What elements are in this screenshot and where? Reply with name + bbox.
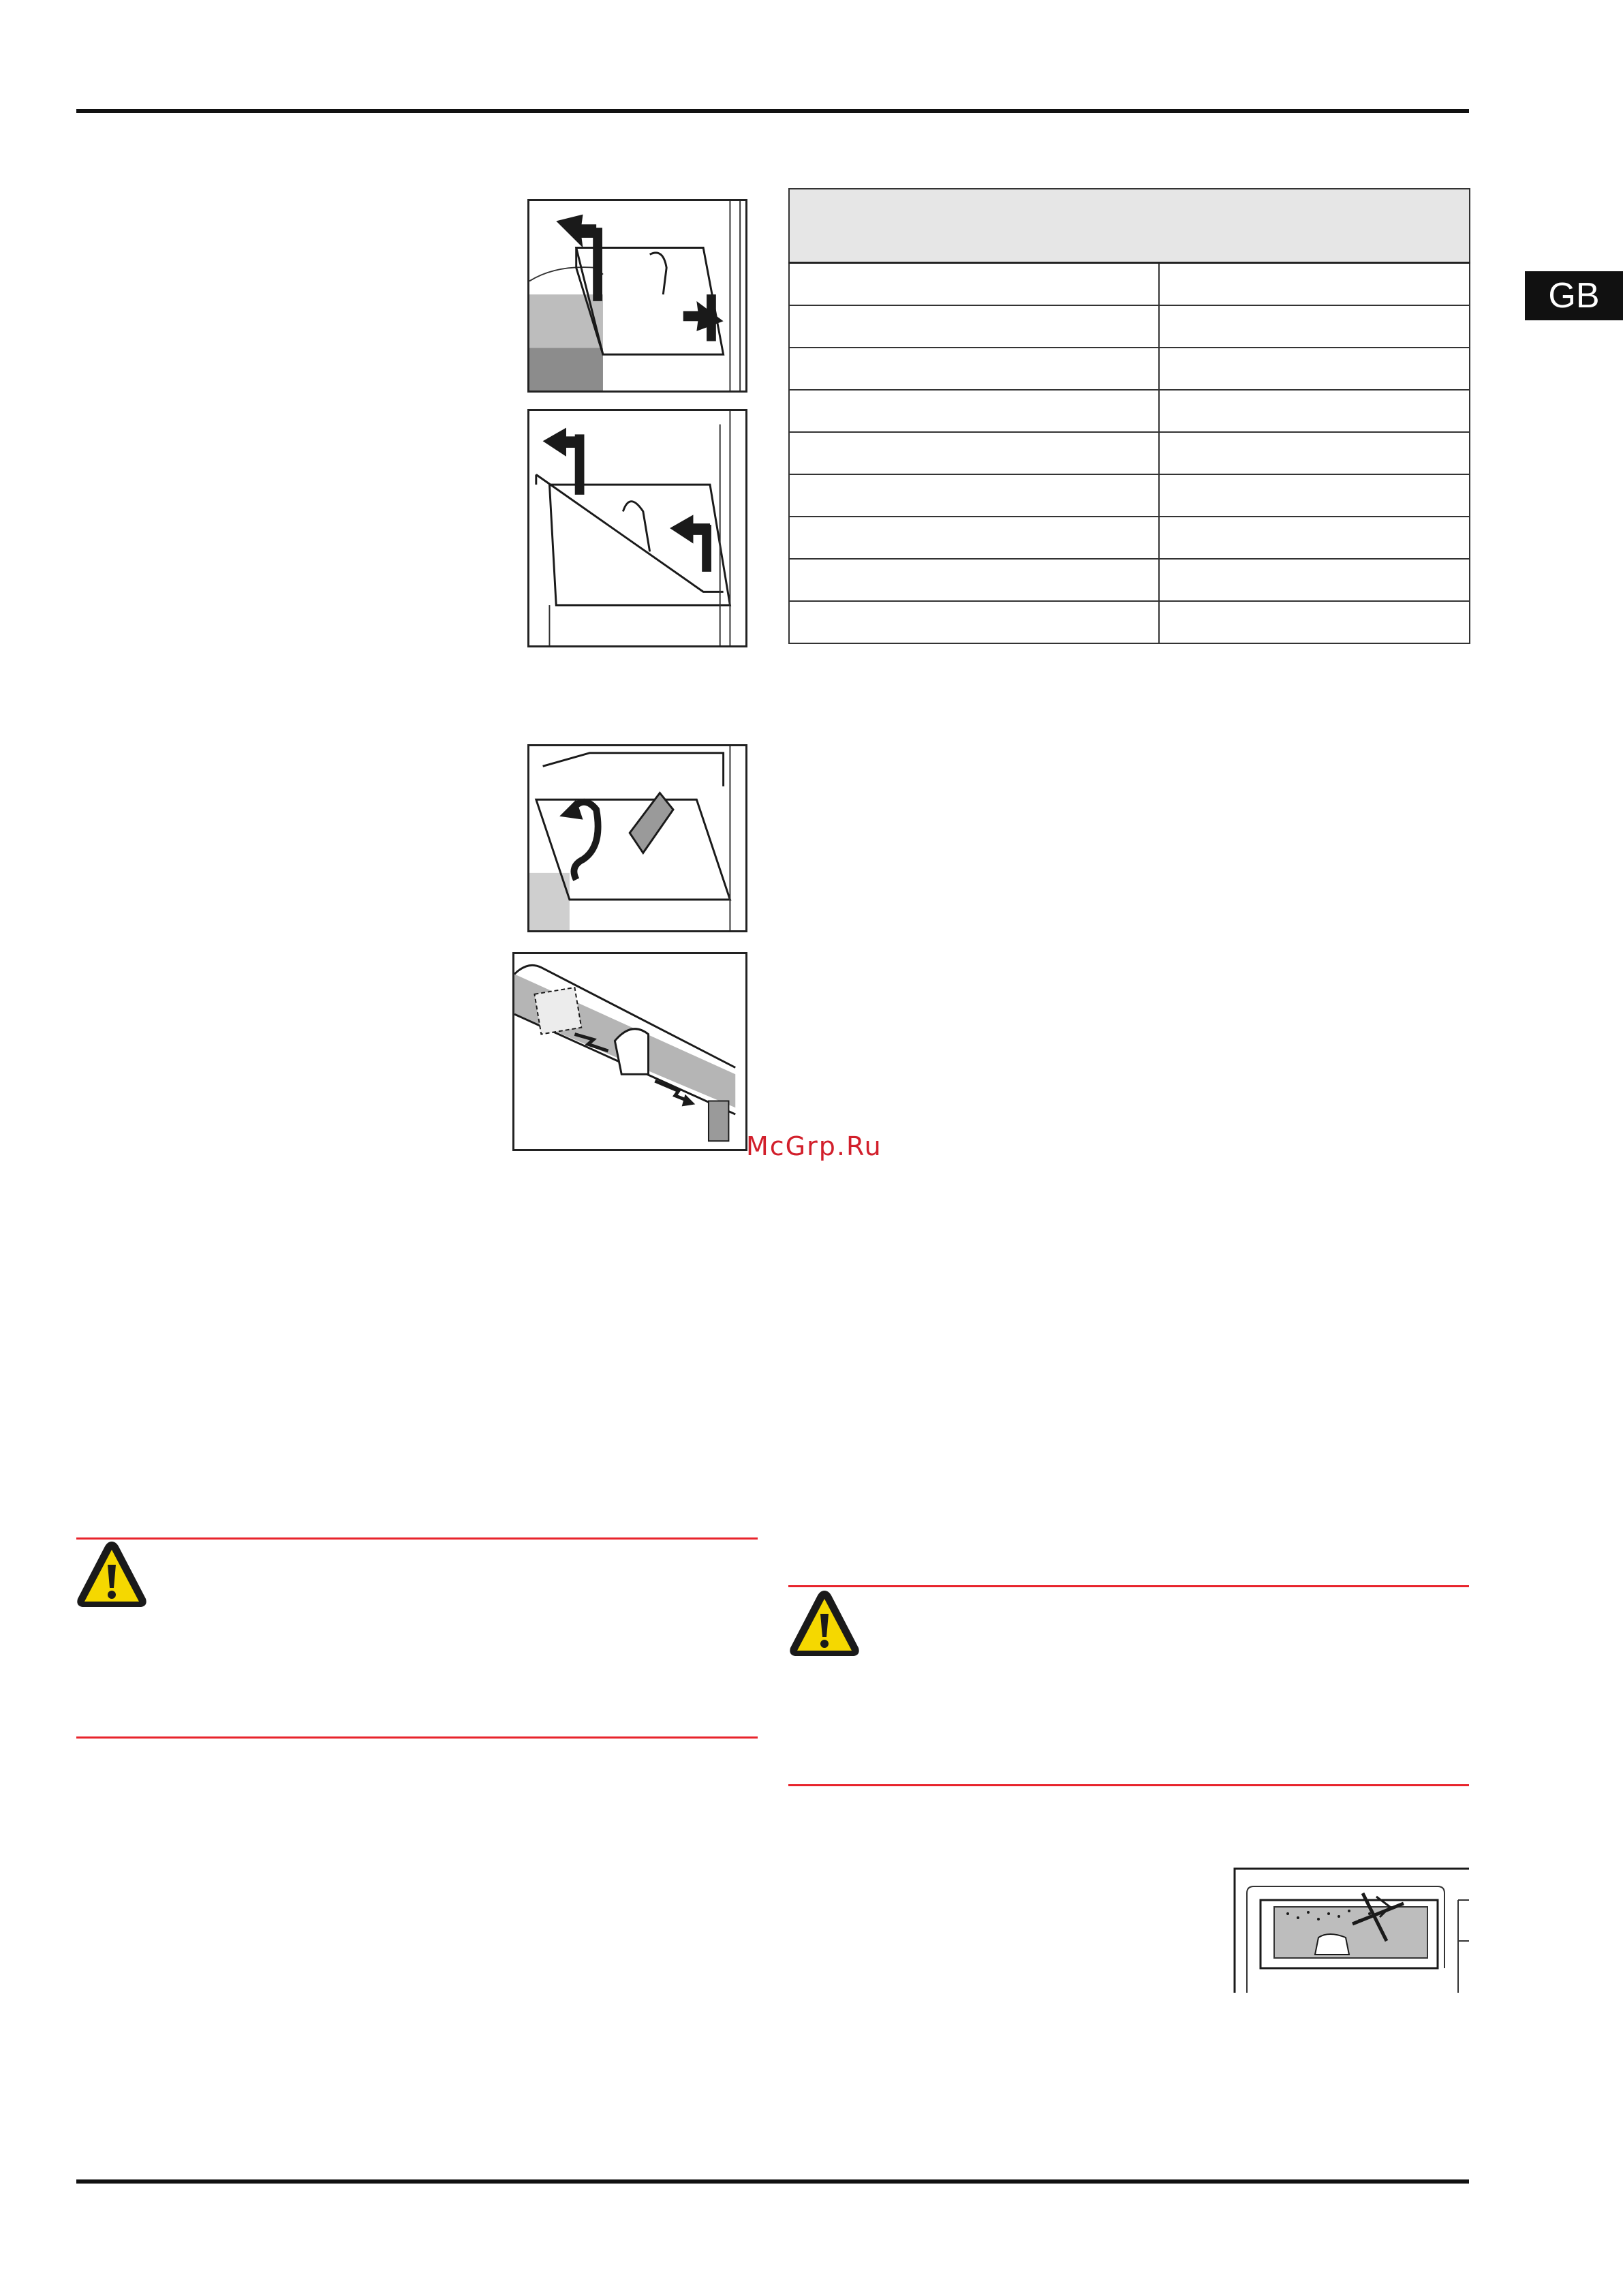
table-cell bbox=[789, 390, 1159, 432]
freezer-ice-illustration bbox=[1233, 1866, 1469, 1993]
table-cell bbox=[789, 432, 1159, 474]
table-cell bbox=[789, 263, 1159, 306]
warning-bottom-rule bbox=[76, 1736, 758, 1739]
table-cell bbox=[1159, 390, 1470, 432]
bottom-rule bbox=[76, 2179, 1469, 2184]
table-cell bbox=[1159, 432, 1470, 474]
language-badge: GB bbox=[1525, 271, 1623, 320]
door-rack-lift-out-illustration bbox=[527, 199, 747, 393]
table-cell bbox=[1159, 305, 1470, 348]
table-row bbox=[789, 390, 1470, 432]
bottle-clip-rotate-illustration bbox=[527, 744, 747, 932]
table-cell bbox=[789, 348, 1159, 390]
table-row bbox=[789, 305, 1470, 348]
warning-bottom-rule bbox=[788, 1784, 1469, 1786]
spec-table-header bbox=[789, 189, 1470, 263]
table-cell bbox=[789, 474, 1159, 517]
table-cell bbox=[1159, 348, 1470, 390]
door-rack-rail-illustration bbox=[527, 409, 747, 647]
warning-top-rule bbox=[76, 1537, 758, 1540]
table-row bbox=[789, 559, 1470, 601]
spec-table bbox=[788, 188, 1470, 644]
table-cell bbox=[789, 517, 1159, 559]
table-row bbox=[789, 517, 1470, 559]
warning-triangle-icon bbox=[786, 1585, 863, 1662]
table-row bbox=[789, 263, 1470, 306]
watermark: McGrp.Ru bbox=[746, 1131, 882, 1161]
table-row bbox=[789, 474, 1470, 517]
table-cell bbox=[1159, 601, 1470, 643]
table-cell bbox=[1159, 474, 1470, 517]
warning-top-rule bbox=[788, 1585, 1469, 1587]
table-cell bbox=[1159, 263, 1470, 306]
table-cell bbox=[789, 305, 1159, 348]
top-rule bbox=[76, 109, 1469, 113]
table-cell bbox=[1159, 559, 1470, 601]
table-cell bbox=[789, 559, 1159, 601]
table-cell bbox=[789, 601, 1159, 643]
table-cell bbox=[1159, 517, 1470, 559]
bottle-clip-slide-illustration bbox=[512, 952, 747, 1151]
warning-triangle-icon bbox=[74, 1536, 150, 1612]
table-row bbox=[789, 601, 1470, 643]
table-row bbox=[789, 432, 1470, 474]
table-row bbox=[789, 348, 1470, 390]
